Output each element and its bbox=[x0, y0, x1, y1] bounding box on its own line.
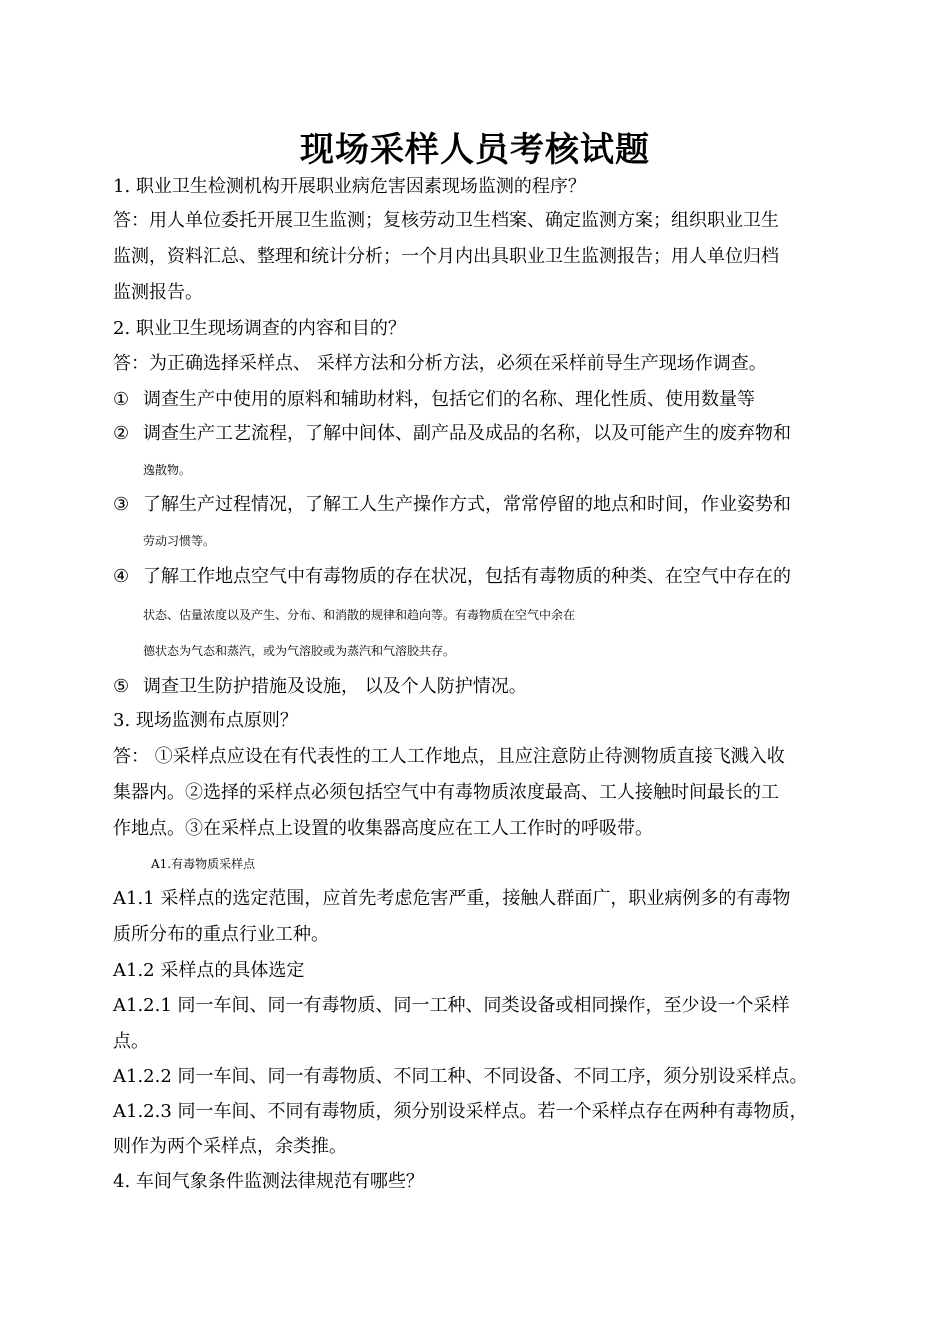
answer-2-intro: 答：为正确选择采样点、 采样方法和分析方法，必须在采样前导生产现场作调查。 bbox=[113, 353, 767, 374]
list-marker: ③ bbox=[113, 494, 130, 515]
list-item-5 bbox=[113, 674, 843, 700]
answer-3-line-1: 答： ①采样点应设在有代表性的工人工作地点，且应注意防止待测物质直接飞溅入收 bbox=[113, 746, 785, 767]
list-marker: ④ bbox=[113, 566, 130, 587]
a1-2-1-line-1: A1.2.1 同一车间、同一有毒物质、同一工种、同类设备或相同操作，至少设一个采样 bbox=[113, 995, 790, 1016]
answer-1-line-1: 答：用人单位委托开展卫生监测；复核劳动卫生档案、确定监测方案；组织职业卫生 bbox=[113, 210, 779, 231]
list-item-2-continued: 逸散物。 bbox=[143, 463, 192, 477]
answer-3-line-2: 集器内。②选择的采样点必须包括空气中有毒物质浓度最高、工人接触时间最长的工 bbox=[113, 782, 779, 803]
answer-1-line-3: 监测报告。 bbox=[113, 282, 203, 303]
answer-1-line-2: 监测，资料汇总、整理和统计分析；一个月内出具职业卫生监测报告；用人单位归档 bbox=[113, 246, 779, 267]
list-marker: ① bbox=[113, 389, 130, 410]
a1-2-3-line-1: A1.2.3 同一车间、不同有毒物质，须分别设采样点。若一个采样点存在两种有毒物质， bbox=[113, 1101, 808, 1122]
list-item-4-continued-1: 状态、估量浓度以及产生、分布、和消散的规律和趋向等。有毒物质在空气中余在 bbox=[143, 608, 576, 622]
list-item-text: 了解生产过程情况，了解工人生产操作方式，常常停留的地点和时间，作业姿势和 bbox=[143, 494, 791, 515]
a1-2-1-line-2: 点。 bbox=[113, 1031, 149, 1052]
answer-3-line-3: 作地点。③在采样点上设置的收集器高度应在工人工作时的呼吸带。 bbox=[113, 818, 653, 839]
question-3: 3. 现场监测布点原则？ bbox=[113, 710, 298, 731]
list-item-3-continued: 劳动习惯等。 bbox=[143, 534, 216, 548]
list-item-2 bbox=[113, 421, 843, 447]
a1-2-heading: A1.2 采样点的具体选定 bbox=[113, 960, 305, 981]
question-2: 2. 职业卫生现场调查的内容和目的？ bbox=[113, 318, 406, 339]
question-1: 1. 职业卫生检测机构开展职业病危害因素现场监测的程序？ bbox=[113, 176, 586, 197]
a1-2-2: A1.2.2 同一车间、同一有毒物质、不同工种、不同设备、不同工序，须分别设采样点。 bbox=[113, 1066, 808, 1087]
a1-2-3-line-2: 则作为两个采样点，余类推。 bbox=[113, 1136, 347, 1157]
list-item-3 bbox=[113, 492, 843, 518]
a1-1-line-2: 质所分布的重点行业工种。 bbox=[113, 924, 329, 945]
section-a1-heading: A1.有毒物质采样点 bbox=[151, 857, 256, 871]
a1-1-line-1: A1.1 采样点的选定范围，应首先考虑危害严重，接触人群面广，职业病例多的有毒物 bbox=[113, 888, 791, 909]
list-item-text: 调查卫生防护措施及设施， 以及个人防护情况。 bbox=[143, 676, 527, 697]
list-item-text: 了解工作地点空气中有毒物质的存在状况，包括有毒物质的种类、在空气中存在的 bbox=[143, 566, 791, 587]
list-item-4 bbox=[113, 564, 843, 590]
list-item-text: 调查生产工艺流程，了解中间体、副产品及成品的名称，以及可能产生的废弃物和 bbox=[143, 423, 791, 444]
page-title: 现场采样人员考核试题 bbox=[300, 130, 650, 170]
list-marker: ⑤ bbox=[113, 676, 130, 697]
list-marker: ② bbox=[113, 423, 130, 444]
list-item-1 bbox=[113, 387, 843, 413]
list-item-text: 调查生产中使用的原料和辅助材料，包括它们的名称、理化性质、使用数量等 bbox=[143, 389, 755, 410]
question-4: 4. 车间气象条件监测法律规范有哪些？ bbox=[113, 1171, 424, 1192]
list-item-4-continued-2: 德状态为气态和蒸汽，或为气溶胶或为蒸汽和气溶胶共存。 bbox=[143, 644, 456, 658]
